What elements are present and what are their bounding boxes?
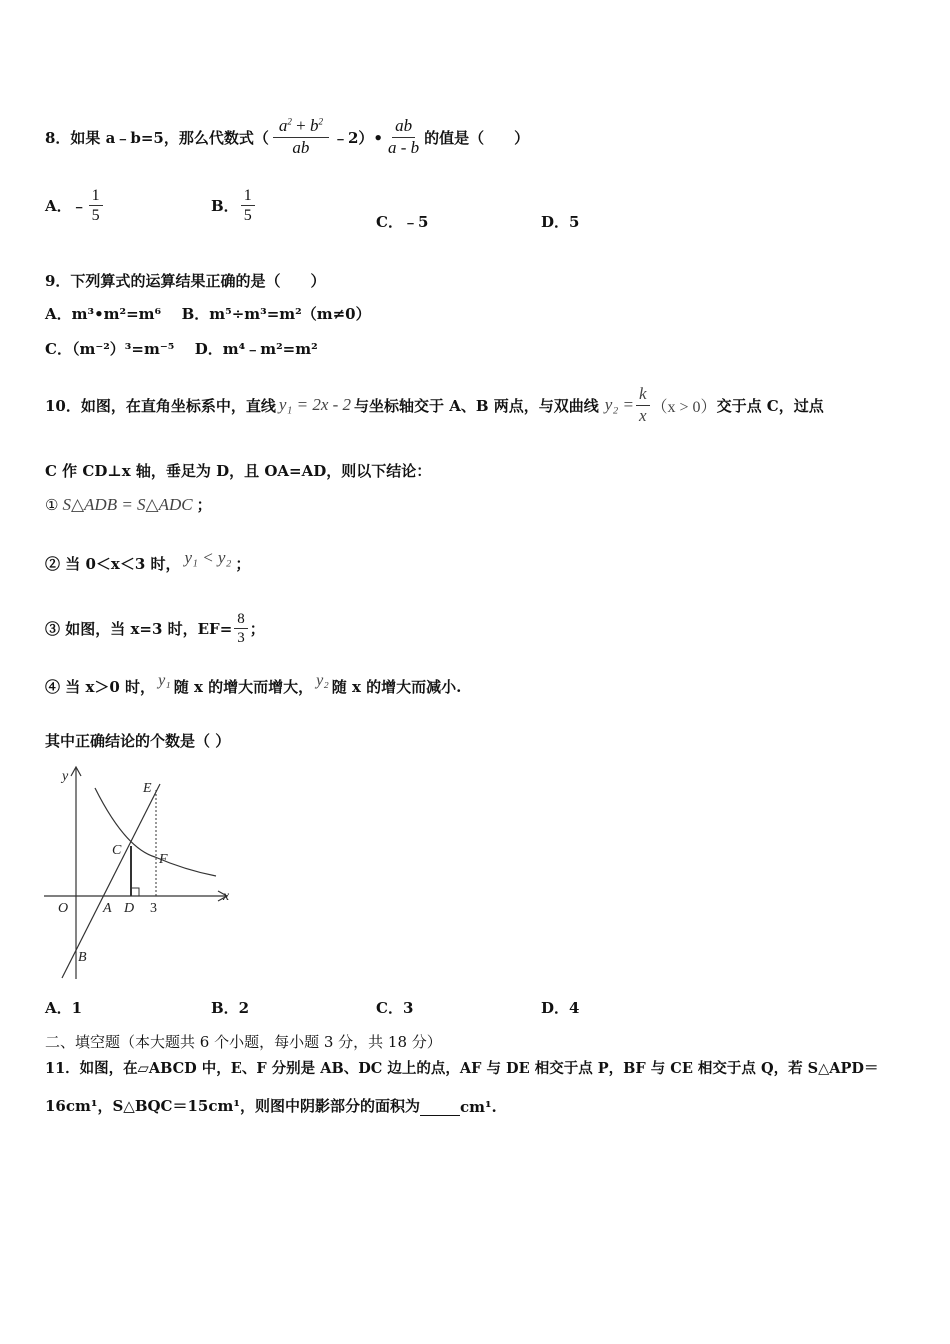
q8-suffix: 的值是（ ） [424, 128, 530, 147]
q8-option-b[interactable]: B． $\frac{1}{5}$ [211, 186, 257, 225]
label-e: E [143, 781, 152, 796]
q8-option-a[interactable]: A．﹣ $\frac{1}{5}$ [45, 186, 105, 225]
q10-figure [40, 760, 240, 985]
q9-option-c[interactable]: C．（m⁻²）³=m⁻⁵ [45, 340, 175, 358]
label-c: C [112, 843, 122, 858]
q10-y1-expression: y₁ = 2x - 2 [278, 395, 352, 414]
q8-fraction-2: $\frac{ab}{a - b}$ [388, 116, 420, 157]
q9-row-ab [45, 303, 371, 324]
q8-prefix: 8．如果 a﹣b=5，那么代数式（ [45, 128, 269, 147]
right-angle-mark [131, 888, 139, 896]
q9-row-cd [45, 338, 318, 359]
q8-fraction-1: $\frac{a^2 + b^2}{ab}$ [273, 116, 329, 158]
label-a: A [103, 901, 112, 916]
q8-mid: ﹣2）• [332, 128, 383, 147]
label-b: B [78, 950, 87, 965]
q10-conclusion-2: ② 当 0＜x＜3 时， y₁ < y₂ ； [45, 547, 251, 573]
label-f: F [159, 852, 168, 867]
q10-option-d[interactable]: D．4 [541, 999, 580, 1017]
q8-option-d[interactable]: D．5 [541, 213, 580, 231]
label-d: D [124, 901, 135, 916]
q10-option-c[interactable]: C．3 [376, 999, 414, 1017]
label-y: y [62, 769, 69, 784]
q10-line1: 10．如图，在直角坐标系中，直线 y₁ = 2x - 2 与坐标轴交于 A、B 两点，与双曲线 y₂ = $\frac{k}{x}$ （x > 0） 交于点 C，过点 [45, 384, 824, 425]
q8-option-c[interactable]: C．﹣5 [376, 213, 429, 231]
q11-line2: 16cm¹，S△BQC＝15cm¹，则图中阴影部分的面积为 cm¹. [45, 1097, 497, 1116]
q9-option-d[interactable]: D．m⁴﹣m²=m² [194, 340, 318, 358]
q8-stem [45, 104, 529, 170]
label-x: x [223, 889, 230, 904]
q10-line2: C 作 CD⊥x 轴，垂足为 D，且 OA=AD，则以下结论： [45, 462, 432, 480]
label-3: 3 [150, 901, 157, 916]
q9-option-a[interactable]: A．m³•m²=m⁶ [45, 305, 162, 323]
q10-option-a[interactable]: A．1 [45, 999, 83, 1017]
q9-option-b[interactable]: B．m⁵÷m³=m²（m≠0） [181, 305, 371, 323]
q10-y2-fraction: $\frac{k}{x}$ [636, 384, 650, 426]
q9-title: 9．下列算式的运算结果正确的是（ ） [45, 272, 326, 290]
q10-conclusion-3: ③ 如图，当 x=3 时，EF= $\frac{8}{3}$ ； [45, 611, 265, 646]
section-2-title: 二、填空题（本大题共 6 个小题，每小题 3 分，共 18 分） [45, 1033, 442, 1051]
q11-line1: 11．如图，在▱ABCD 中，E、F 分别是 AB、DC 边上的点，AF 与 DE 相交于点 P，BF 与 CE 相交于点 Q，若 S△APD＝ [45, 1060, 879, 1077]
q11-answer-blank[interactable] [420, 1102, 460, 1116]
line-y1 [62, 784, 160, 978]
q10-conclusion-4: ④ 当 x＞0 时， y₁ 随 x 的增大而增大， y₂ 随 x 的增大而减小. [45, 671, 462, 696]
q10-conclusion-1: ① S△ADB = S△ADC ； [45, 494, 212, 514]
q10-option-b[interactable]: B．2 [211, 999, 250, 1017]
q10-ask: 其中正确结论的个数是（ ） [45, 732, 231, 750]
label-o: O [58, 901, 69, 916]
